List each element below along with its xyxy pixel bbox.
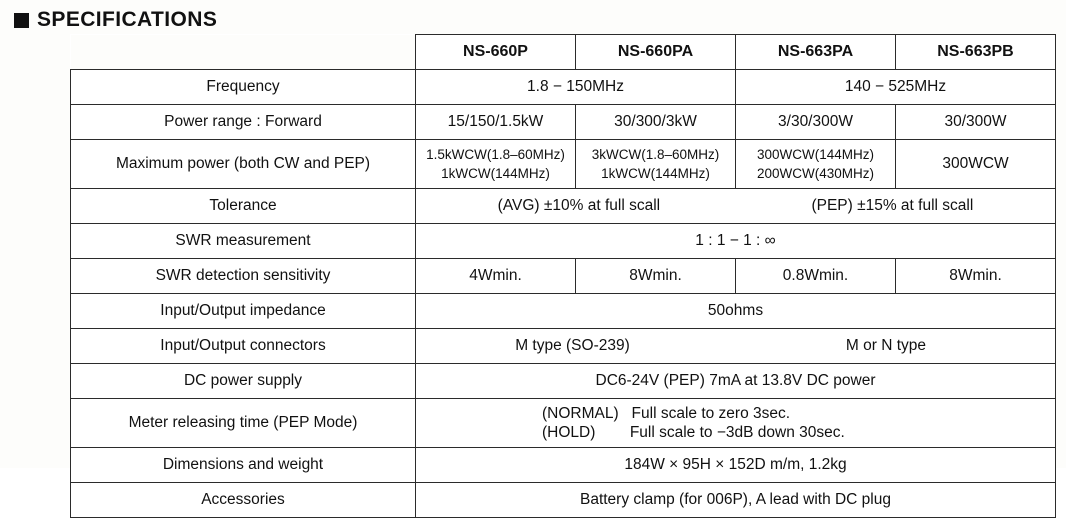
maximum-power-663pa <box>736 140 896 189</box>
column-header-ns-660pa: NS-660PA <box>576 35 736 70</box>
dimensions-weight-value: 184W × 95H × 152D m/m, 1.2kg <box>416 448 1056 483</box>
row-label-power-range-forward: Power range : Forward <box>71 105 416 140</box>
page-title-text: SPECIFICATIONS <box>37 8 218 31</box>
swr-sensitivity-663pb: 8Wmin. <box>896 259 1056 294</box>
power-range-663pb: 30/300W <box>896 105 1056 140</box>
power-range-660pa: 30/300/3kW <box>576 105 736 140</box>
io-connectors-values <box>416 329 1056 364</box>
dc-power-supply-value: DC6-24V (PEP) 7mA at 13.8V DC power <box>416 364 1056 399</box>
maximum-power-660p <box>416 140 576 189</box>
row-label-swr-detection-sensitivity: SWR detection sensitivity <box>71 259 416 294</box>
table-row <box>71 364 1056 399</box>
table-row <box>71 189 1056 224</box>
table-header-row <box>71 35 1056 70</box>
maximum-power-660pa <box>576 140 736 189</box>
swr-sensitivity-660p: 4Wmin. <box>416 259 576 294</box>
maximum-power-660p-line2: 1kWCW(144MHz) <box>441 166 550 181</box>
column-header-ns-663pb: NS-663PB <box>896 35 1056 70</box>
row-label-frequency: Frequency <box>71 70 416 105</box>
specifications-table-wrap <box>70 34 1055 518</box>
square-bullet-icon <box>14 13 29 28</box>
accessories-value: Battery clamp (for 006P), A lead with DC plug <box>416 483 1056 518</box>
power-range-660p: 15/150/1.5kW <box>416 105 576 140</box>
row-label-io-connectors: Input/Output connectors <box>71 329 416 364</box>
row-label-accessories: Accessories <box>71 483 416 518</box>
table-row <box>71 259 1056 294</box>
row-label-dc-power-supply: DC power supply <box>71 364 416 399</box>
row-label-dimensions-weight: Dimensions and weight <box>71 448 416 483</box>
maximum-power-660pa-line2: 1kWCW(144MHz) <box>601 166 710 181</box>
table-row <box>71 70 1056 105</box>
tolerance-pep: (PEP) ±15% at full scall <box>811 197 974 215</box>
column-header-ns-660p: NS-660P <box>416 35 576 70</box>
maximum-power-660p-line1: 1.5kWCW(1.8–60MHz) <box>426 146 565 162</box>
column-header-ns-663pa: NS-663PA <box>736 35 896 70</box>
maximum-power-660pa-line1: 3kWCW(1.8–60MHz) <box>591 146 720 162</box>
row-label-meter-releasing-time: Meter releasing time (PEP Mode) <box>71 399 416 448</box>
tolerance-avg: (AVG) ±10% at full scall <box>497 197 661 215</box>
specifications-table <box>70 34 1056 518</box>
table-row <box>71 294 1056 329</box>
swr-measurement-value: 1 : 1 − 1 : ∞ <box>416 224 1056 259</box>
io-connectors-m-or-n-type: M or N type <box>845 337 927 355</box>
io-connectors-m-type: M type (SO-239) <box>515 337 630 355</box>
tolerance-values <box>416 189 1056 224</box>
frequency-value-663: 140 − 525MHz <box>736 70 1056 105</box>
row-label-swr-measurement: SWR measurement <box>71 224 416 259</box>
row-label-io-impedance: Input/Output impedance <box>71 294 416 329</box>
table-row <box>71 329 1056 364</box>
table-row <box>71 483 1056 518</box>
row-label-maximum-power: Maximum power (both CW and PEP) <box>71 140 416 189</box>
meter-releasing-time-values <box>416 399 1056 448</box>
table-row <box>71 448 1056 483</box>
maximum-power-663pa-line2: 200WCW(430MHz) <box>756 166 875 181</box>
table-corner-cell <box>71 35 416 70</box>
io-impedance-value: 50ohms <box>416 294 1056 329</box>
table-row <box>71 105 1056 140</box>
meter-releasing-hold: (HOLD) Full scale to −3dB down 30sec. <box>542 424 845 441</box>
swr-sensitivity-660pa: 8Wmin. <box>576 259 736 294</box>
table-row <box>71 140 1056 189</box>
swr-sensitivity-663pa: 0.8Wmin. <box>736 259 896 294</box>
table-row <box>71 224 1056 259</box>
maximum-power-663pa-line1: 300WCW(144MHz) <box>756 146 875 162</box>
frequency-value-660: 1.8 − 150MHz <box>416 70 736 105</box>
row-label-tolerance: Tolerance <box>71 189 416 224</box>
meter-releasing-normal: (NORMAL) Full scale to zero 3sec. <box>542 404 791 422</box>
page-title <box>14 8 217 32</box>
maximum-power-663pb: 300WCW <box>896 140 1056 189</box>
table-row <box>71 399 1056 448</box>
power-range-663pa: 3/30/300W <box>736 105 896 140</box>
